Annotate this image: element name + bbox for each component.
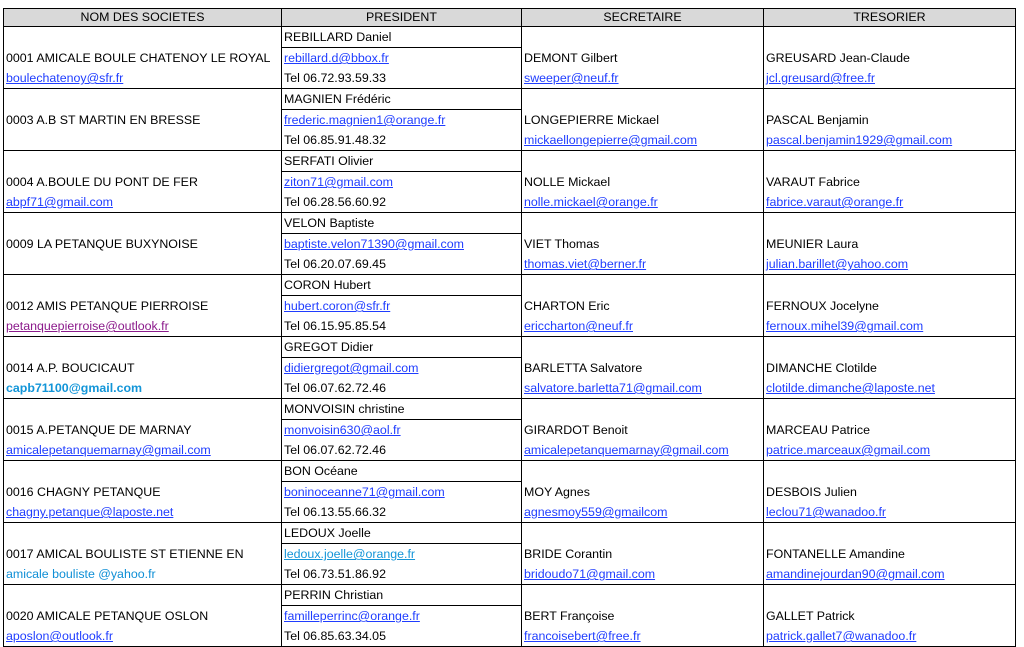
- secretary-blank: [522, 89, 764, 110]
- president-phone: Tel 06.13.55.66.32: [284, 505, 386, 519]
- president-name: MAGNIEN Frédéric: [284, 92, 391, 106]
- treasurer-name: MARCEAU Patrice: [766, 423, 870, 437]
- secretary-blank: [522, 275, 764, 296]
- secretary-email-cell: [522, 316, 764, 337]
- president-phone: Tel 06.07.62.72.46: [284, 381, 386, 395]
- president-name: SERFATI Olivier: [284, 154, 374, 168]
- table-row: [4, 420, 1016, 441]
- treasurer-name-cell: [764, 234, 1016, 255]
- secretary-name: BERT Françoise: [524, 609, 615, 623]
- president-email-link[interactable]: didiergregot@gmail.com: [284, 361, 419, 375]
- treasurer-email-link[interactable]: amandinejourdan90@gmail.com: [766, 567, 945, 581]
- president-phone: Tel 06.15.95.85.54: [284, 319, 386, 333]
- club-name: 0012 AMIS PETANQUE PIERROISE: [6, 299, 209, 313]
- club-name-blank: [4, 213, 282, 234]
- club-name-cell: [4, 48, 282, 69]
- secretary-email-cell: [522, 564, 764, 585]
- club-email-cell: [4, 68, 282, 89]
- president-phone-cell: [282, 626, 522, 647]
- secretary-email-link[interactable]: bridoudo71@gmail.com: [524, 567, 656, 581]
- treasurer-email-link[interactable]: julian.barillet@yahoo.com: [766, 257, 909, 271]
- secretary-email-link[interactable]: salvatore.barletta71@gmail.com: [524, 381, 702, 395]
- table-row: [4, 358, 1016, 379]
- header-president: PRESIDENT: [282, 9, 522, 27]
- treasurer-name: DIMANCHE Clotilde: [766, 361, 877, 375]
- club-email-link[interactable]: petanquepierroise@outlook.fr: [6, 319, 169, 333]
- table-row: [4, 110, 1016, 131]
- treasurer-name: GREUSARD Jean-Claude: [766, 51, 910, 65]
- table-row: [4, 337, 1016, 358]
- treasurer-email-link[interactable]: clotilde.dimanche@laposte.net: [766, 381, 935, 395]
- club-email-link[interactable]: abpf71@gmail.com: [6, 195, 113, 209]
- club-name-blank: [4, 27, 282, 48]
- president-name-cell: [282, 461, 522, 482]
- header-tresorier: TRESORIER: [764, 9, 1016, 27]
- president-email-link[interactable]: rebillard.d@bbox.fr: [284, 51, 389, 65]
- club-name-blank: [4, 523, 282, 544]
- secretary-blank: [522, 585, 764, 606]
- president-name-cell: [282, 89, 522, 110]
- treasurer-blank: [764, 213, 1016, 234]
- president-email-link[interactable]: monvoisin630@aol.fr: [284, 423, 401, 437]
- president-name-cell: [282, 213, 522, 234]
- club-name: 0014 A.P. BOUCICAUT: [6, 361, 135, 375]
- treasurer-name-cell: [764, 420, 1016, 441]
- treasurer-name-cell: [764, 606, 1016, 627]
- secretary-blank: [522, 399, 764, 420]
- president-email-cell: [282, 544, 522, 565]
- club-email-link[interactable]: chagny.petanque@laposte.net: [6, 505, 174, 519]
- secretary-name: CHARTON Eric: [524, 299, 610, 313]
- treasurer-blank: [764, 523, 1016, 544]
- club-email-cell: [4, 502, 282, 523]
- table-row: [4, 172, 1016, 193]
- table-row: [4, 440, 1016, 461]
- president-phone: Tel 06.85.63.34.05: [284, 629, 386, 643]
- table-row: [4, 254, 1016, 275]
- treasurer-name-cell: [764, 110, 1016, 131]
- secretary-email-link[interactable]: ericcharton@neuf.fr: [524, 319, 633, 333]
- president-email-cell: [282, 296, 522, 317]
- club-email-cell: [4, 192, 282, 213]
- president-email-cell: [282, 606, 522, 627]
- club-name-cell: [4, 234, 282, 255]
- treasurer-name-cell: [764, 296, 1016, 317]
- secretary-email-link[interactable]: thomas.viet@berner.fr: [524, 257, 647, 271]
- secretary-name: DEMONT Gilbert: [524, 51, 618, 65]
- secretary-name-cell: [522, 606, 764, 627]
- president-email-link[interactable]: boninoceanne71@gmail.com: [284, 485, 445, 499]
- treasurer-email-cell: [764, 564, 1016, 585]
- secretary-email-cell: [522, 68, 764, 89]
- table-row: [4, 296, 1016, 317]
- club-name-cell: [4, 110, 282, 131]
- treasurer-blank: [764, 151, 1016, 172]
- table-row: [4, 130, 1016, 151]
- treasurer-blank: [764, 337, 1016, 358]
- president-email-link[interactable]: baptiste.velon71390@gmail.com: [284, 237, 464, 251]
- president-name: CORON Hubert: [284, 278, 371, 292]
- president-email-cell: [282, 234, 522, 255]
- clubs-table: [3, 8, 1016, 647]
- table-row: [4, 213, 1016, 234]
- club-name-blank: [4, 461, 282, 482]
- table-row: [4, 461, 1016, 482]
- president-email-link[interactable]: hubert.coron@sfr.fr: [284, 299, 391, 313]
- secretary-name-cell: [522, 48, 764, 69]
- table-row: [4, 151, 1016, 172]
- club-name: 0017 AMICAL BOULISTE ST ETIENNE EN: [6, 547, 244, 561]
- table-row: [4, 275, 1016, 296]
- secretary-email-link[interactable]: amicalepetanquemarnay@gmail.com: [524, 443, 729, 457]
- treasurer-blank: [764, 585, 1016, 606]
- president-name: PERRIN Christian: [284, 588, 384, 602]
- secretary-name-cell: [522, 110, 764, 131]
- club-email-link: amicale bouliste @yahoo.fr: [6, 567, 156, 581]
- treasurer-email-cell: [764, 626, 1016, 647]
- table-row: [4, 27, 1016, 48]
- treasurer-name: FONTANELLE Amandine: [766, 547, 905, 561]
- president-name-cell: [282, 337, 522, 358]
- treasurer-email-cell: [764, 502, 1016, 523]
- table-row: [4, 68, 1016, 89]
- table-row: [4, 606, 1016, 627]
- president-phone: Tel 06.72.93.59.33: [284, 71, 386, 85]
- club-name-blank: [4, 399, 282, 420]
- secretary-email-cell: [522, 440, 764, 461]
- secretary-email-cell: [522, 502, 764, 523]
- club-email-link: capb71100@gmail.com: [6, 381, 143, 395]
- club-name-cell: [4, 420, 282, 441]
- secretary-name-cell: [522, 172, 764, 193]
- treasurer-name: FERNOUX Jocelyne: [766, 299, 879, 313]
- header-row: [4, 9, 1016, 27]
- club-email-link[interactable]: amicalepetanquemarnay@gmail.com: [6, 443, 211, 457]
- treasurer-name-cell: [764, 172, 1016, 193]
- table-row: [4, 234, 1016, 255]
- president-name: MONVOISIN christine: [284, 402, 405, 416]
- president-phone-cell: [282, 564, 522, 585]
- secretary-name-cell: [522, 544, 764, 565]
- president-phone-cell: [282, 440, 522, 461]
- president-phone-cell: [282, 130, 522, 151]
- secretary-email-cell: [522, 130, 764, 151]
- secretary-name: MOY Agnes: [524, 485, 590, 499]
- club-email-link[interactable]: boulechatenoy@sfr.fr: [6, 71, 124, 85]
- club-name-cell: [4, 482, 282, 503]
- secretary-name: LONGEPIERRE Mickael: [524, 113, 659, 127]
- secretary-email-cell: [522, 254, 764, 275]
- secretary-email-cell: [522, 192, 764, 213]
- president-email-link[interactable]: familleperrinc@orange.fr: [284, 609, 420, 623]
- president-name-cell: [282, 585, 522, 606]
- treasurer-email-link[interactable]: pascal.benjamin1929@gmail.com: [766, 133, 953, 147]
- president-email-cell: [282, 110, 522, 131]
- secretary-email-link[interactable]: nolle.mickael@orange.fr: [524, 195, 658, 209]
- president-email-link[interactable]: ledoux.joelle@orange.fr: [284, 547, 416, 561]
- treasurer-blank: [764, 89, 1016, 110]
- president-email-cell: [282, 48, 522, 69]
- club-email-cell: [4, 378, 282, 399]
- secretary-email-cell: [522, 378, 764, 399]
- club-email-cell: [4, 564, 282, 585]
- president-name: GREGOT Didier: [284, 340, 374, 354]
- header-societes: NOM DES SOCIETES: [4, 9, 282, 27]
- treasurer-email-cell: [764, 130, 1016, 151]
- club-email-link[interactable]: aposlon@outlook.fr: [6, 629, 113, 643]
- president-phone-cell: [282, 68, 522, 89]
- table-row: [4, 626, 1016, 647]
- secretary-name: BARLETTA Salvatore: [524, 361, 643, 375]
- table-row: [4, 585, 1016, 606]
- club-name-cell: [4, 544, 282, 565]
- secretary-email-cell: [522, 626, 764, 647]
- secretary-name: VIET Thomas: [524, 237, 600, 251]
- treasurer-name-cell: [764, 358, 1016, 379]
- treasurer-name: PASCAL Benjamin: [766, 113, 869, 127]
- treasurer-email-link[interactable]: leclou71@wanadoo.fr: [766, 505, 887, 519]
- president-phone: Tel 06.85.91.48.32: [284, 133, 386, 147]
- header-secretaire: SECRETAIRE: [522, 9, 764, 27]
- treasurer-blank: [764, 27, 1016, 48]
- president-name-cell: [282, 275, 522, 296]
- club-email-cell: [4, 130, 282, 151]
- treasurer-name: GALLET Patrick: [766, 609, 855, 623]
- president-name: VELON Baptiste: [284, 216, 375, 230]
- treasurer-email-cell: [764, 378, 1016, 399]
- treasurer-email-link[interactable]: patrick.gallet7@wanadoo.fr: [766, 629, 917, 643]
- table-row: [4, 378, 1016, 399]
- president-email-cell: [282, 172, 522, 193]
- club-name: 0015 A.PETANQUE DE MARNAY: [6, 423, 192, 437]
- president-name: REBILLARD Daniel: [284, 30, 392, 44]
- treasurer-email-link[interactable]: jcl.greusard@free.fr: [766, 71, 875, 85]
- club-name-blank: [4, 585, 282, 606]
- secretary-email-link[interactable]: sweeper@neuf.fr: [524, 71, 619, 85]
- club-name-cell: [4, 172, 282, 193]
- table-row: [4, 192, 1016, 213]
- secretary-blank: [522, 337, 764, 358]
- treasurer-email-link[interactable]: fernoux.mihel39@gmail.com: [766, 319, 924, 333]
- president-name-cell: [282, 399, 522, 420]
- president-name: LEDOUX Joelle: [284, 526, 371, 540]
- club-email-cell: [4, 626, 282, 647]
- club-name: 0004 A.BOULE DU PONT DE FER: [6, 175, 198, 189]
- president-phone-cell: [282, 378, 522, 399]
- treasurer-email-cell: [764, 68, 1016, 89]
- president-phone-cell: [282, 192, 522, 213]
- table-row: [4, 502, 1016, 523]
- treasurer-name: DESBOIS Julien: [766, 485, 857, 499]
- club-name-cell: [4, 296, 282, 317]
- table-row: [4, 482, 1016, 503]
- secretary-blank: [522, 461, 764, 482]
- president-phone: Tel 06.73.51.86.92: [284, 567, 386, 581]
- secretary-name: NOLLE Mickael: [524, 175, 611, 189]
- secretary-email-link[interactable]: francoisebert@free.fr: [524, 629, 641, 643]
- president-phone: Tel 06.28.56.60.92: [284, 195, 386, 209]
- club-name-cell: [4, 606, 282, 627]
- secretary-email-link[interactable]: agnesmoy559@gmailcom: [524, 505, 668, 519]
- club-name: 0009 LA PETANQUE BUXYNOISE: [6, 237, 198, 251]
- president-email-cell: [282, 482, 522, 503]
- treasurer-email-cell: [764, 316, 1016, 337]
- club-email-cell: [4, 316, 282, 337]
- club-email-cell: [4, 440, 282, 461]
- secretary-name-cell: [522, 296, 764, 317]
- club-name: 0016 CHAGNY PETANQUE: [6, 485, 161, 499]
- treasurer-email-link[interactable]: patrice.marceaux@gmail.com: [766, 443, 931, 457]
- treasurer-blank: [764, 399, 1016, 420]
- president-email-link[interactable]: frederic.magnien1@orange.fr: [284, 113, 446, 127]
- treasurer-name-cell: [764, 544, 1016, 565]
- secretary-blank: [522, 523, 764, 544]
- club-name: 0020 AMICALE PETANQUE OSLON: [6, 609, 209, 623]
- president-name: BON Océane: [284, 464, 358, 478]
- club-name-cell: [4, 358, 282, 379]
- secretary-blank: [522, 213, 764, 234]
- treasurer-email-cell: [764, 254, 1016, 275]
- president-phone-cell: [282, 254, 522, 275]
- table-row: [4, 316, 1016, 337]
- secretary-name-cell: [522, 420, 764, 441]
- treasurer-email-link[interactable]: fabrice.varaut@orange.fr: [766, 195, 904, 209]
- table-row: [4, 523, 1016, 544]
- secretary-name-cell: [522, 482, 764, 503]
- secretary-email-link[interactable]: mickaellongepierre@gmail.com: [524, 133, 698, 147]
- president-email-link[interactable]: ziton71@gmail.com: [284, 175, 393, 189]
- secretary-blank: [522, 151, 764, 172]
- president-phone-cell: [282, 316, 522, 337]
- table-row: [4, 48, 1016, 69]
- president-name-cell: [282, 523, 522, 544]
- president-name-cell: [282, 151, 522, 172]
- table-row: [4, 89, 1016, 110]
- table-row: [4, 544, 1016, 565]
- club-name: 0001 AMICALE BOULE CHATENOY LE ROYAL: [6, 51, 271, 65]
- secretary-name-cell: [522, 358, 764, 379]
- secretary-name: BRIDE Corantin: [524, 547, 613, 561]
- club-name: 0003 A.B ST MARTIN EN BRESSE: [6, 113, 201, 127]
- treasurer-name-cell: [764, 482, 1016, 503]
- table-row: [4, 399, 1016, 420]
- president-phone: Tel 06.20.07.69.45: [284, 257, 386, 271]
- president-email-cell: [282, 420, 522, 441]
- treasurer-email-cell: [764, 440, 1016, 461]
- treasurer-blank: [764, 461, 1016, 482]
- president-phone-cell: [282, 502, 522, 523]
- treasurer-name: VARAUT Fabrice: [766, 175, 860, 189]
- table-row: [4, 564, 1016, 585]
- treasurer-email-cell: [764, 192, 1016, 213]
- president-phone: Tel 06.07.62.72.46: [284, 443, 386, 457]
- club-name-blank: [4, 89, 282, 110]
- secretary-blank: [522, 27, 764, 48]
- treasurer-blank: [764, 275, 1016, 296]
- club-name-blank: [4, 151, 282, 172]
- secretary-name-cell: [522, 234, 764, 255]
- club-name-blank: [4, 275, 282, 296]
- president-name-cell: [282, 27, 522, 48]
- club-email-cell: [4, 254, 282, 275]
- secretary-name: GIRARDOT Benoit: [524, 423, 628, 437]
- treasurer-name: MEUNIER Laura: [766, 237, 859, 251]
- club-name-blank: [4, 337, 282, 358]
- treasurer-name-cell: [764, 48, 1016, 69]
- president-email-cell: [282, 358, 522, 379]
